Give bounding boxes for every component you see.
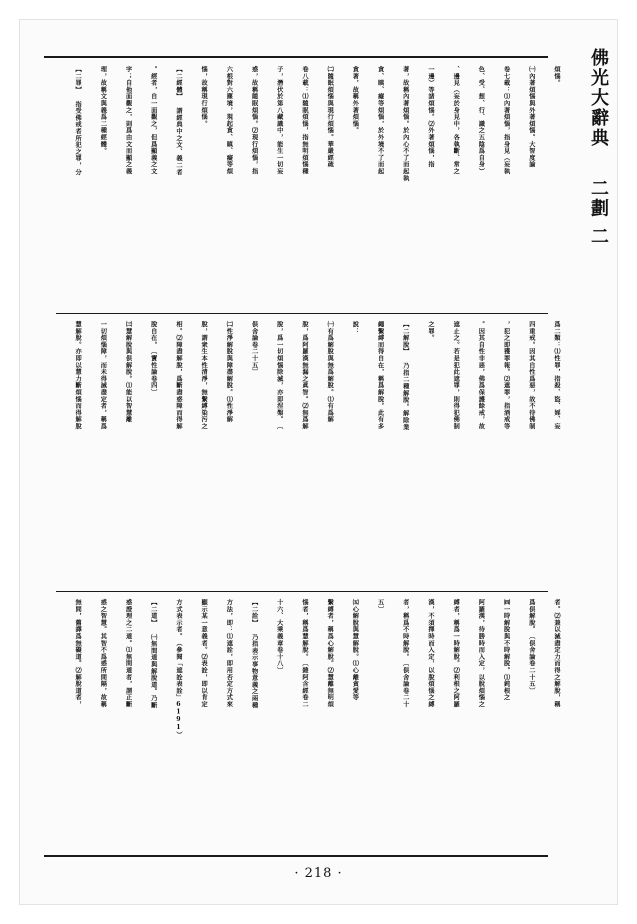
text-column: ㈠內著煩惱與外著煩惱。大智度論 <box>527 66 535 168</box>
text-column: ㈣一時解脫與不時解脫。⑴鈍根之 <box>502 599 510 701</box>
middle-text-block <box>65 321 569 585</box>
text-column: 阿羅漢，待勝時而入定，以脫煩惱之 <box>477 599 485 708</box>
text-column: 卷七載：⑴內著煩惱，指身見（妄執 <box>502 66 510 175</box>
text-column: ㈢慧解脫與俱解脫。⑴能以智慧離 <box>124 321 132 423</box>
text-column: 脫，謂衆生本性清淨，無繫縛染污之 <box>200 321 208 430</box>
text-column: 著，故稱內著煩惱。於內心不了而起執 <box>401 66 409 182</box>
text-column: ，犯之即獲罪報。⑵遮罪，指酒戒等 <box>502 321 510 430</box>
text-column: 惑之智慧。其智不爲惑所間隔，故稱 <box>99 599 107 708</box>
text-column: 子，潛伏於第八藏識中，能生一切妄 <box>275 66 283 175</box>
text-column: 之罪。 <box>426 321 434 342</box>
text-column: 惱者，稱爲慧解脫。〔雜阿含經卷二 <box>300 599 308 708</box>
text-column: 繫縛者，稱爲心解脫。⑵慧離無明煩 <box>326 599 334 708</box>
text-column: 一切煩惱障，而未得滅盡定者，稱爲 <box>99 321 107 430</box>
section-divider-1 <box>56 313 548 314</box>
running-header <box>585 48 611 247</box>
text-column: 脫，爲一切煩惱除滅，亦即涅槃。〔 <box>275 321 283 430</box>
entry-heading: 【二經體】 謂經典中之文、義二者 <box>174 66 182 176</box>
text-column: 脫，爲阿羅漢無漏之眞智。⑵無爲解 <box>300 321 308 430</box>
book-title: 佛光大辭典 <box>588 48 609 148</box>
entry-heading: 【二罪】 指受佛戒者所犯之罪，分 <box>74 66 82 176</box>
text-column: 相。⑵障盡解脫，爲斷盡惑障而得解 <box>174 321 182 430</box>
text-column: 方式表示者。（參閱「遮詮表詮」6191） <box>174 599 182 739</box>
text-column: 煩惱。 <box>553 66 560 87</box>
text-column: 方法，即：⑴遮詮，即用否定方式來 <box>225 599 233 708</box>
bottom-rule <box>44 855 548 857</box>
text-column: ㈡性淨解脫與障盡解脫。⑴性淨解 <box>225 321 233 423</box>
text-column: 繩繫縛而得自在，稱爲解脫。此有多 <box>376 321 384 430</box>
text-column: 無間，舊譯爲無礙道。⑵解脫道者， <box>74 599 82 708</box>
text-column: 漢，不須擇時而入定，以脫煩惱之縛 <box>426 599 434 708</box>
entry-heading: 【二道】 ㈠無間道與解脫道。乃斷 <box>149 599 157 709</box>
text-column: 爲二類：⑴性罪，指殺、盜、婬、妄 <box>553 321 560 430</box>
entry-heading: 【二詮】 乃指表示事物意義之兩種 <box>250 599 258 709</box>
text-column: 卷八載：⑴隨眠煩惱，指無明煩惱種 <box>300 66 308 175</box>
top-rule <box>44 56 548 58</box>
upper-text-block <box>65 66 569 309</box>
entry-heading: 【二解脫】 乃指二種解脫。解除業 <box>401 321 409 431</box>
text-column: 。因其自性非惡，佛爲保護餘戒，故 <box>477 321 485 430</box>
text-column: 爲俱解脫。〔俱舍論卷二十五〕 <box>527 599 535 695</box>
text-column: 四重戒。因其自性爲惡，故不待佛制 <box>527 321 535 430</box>
text-column: 一邊）等諸煩惱。⑵外著煩惱，指 <box>426 66 434 168</box>
text-column: 色、受、想、行、識之五陰爲自身） <box>477 66 485 175</box>
text-column: 俱舍論卷二十五〕 <box>250 321 258 376</box>
text-column: 者。⑵兼以滅盡定力而得之解脫，稱 <box>553 599 560 708</box>
text-column: 字；自他面觀之，則爲由文而顯之義 <box>124 66 132 175</box>
text-column: 惱，故稱現行煩惱。 <box>200 66 208 128</box>
page-number: · 218 · <box>294 866 343 881</box>
text-column: 者，稱爲不時解脫。〔俱舍論卷二十 <box>401 599 409 708</box>
text-column: ㈤心解脫與慧解脫。⑴心離貪愛等 <box>351 599 359 701</box>
text-column: 十六、大乘義章卷十八〕 <box>275 599 283 674</box>
text-column: 說： <box>351 321 359 335</box>
text-column: 六根對六塵境，現起貪、瞋、癡等煩 <box>225 66 233 175</box>
text-column: 貪著，故稱外著煩惱。 <box>351 66 359 134</box>
text-column: 、邊見（妄於身見中，各執斷、常之 <box>452 66 460 175</box>
section-label: 二劃 二 <box>588 178 609 247</box>
text-column: ㈡隨眠煩惱與現行煩惱。華嚴經疏 <box>326 66 334 168</box>
text-column: 惑，故稱隨眠煩惱。⑵現行煩惱，指 <box>250 66 258 175</box>
text-column: 脫自在。〔寶性論卷四〕 <box>149 321 157 396</box>
text-column: 理，故稱文與義爲二種經體。 <box>99 66 107 155</box>
text-column: 惑證理之二道。⑴無間道者，謂正斷 <box>124 599 132 708</box>
lower-text-block <box>65 599 569 849</box>
text-column: 慧解脫。亦即以慧力斷煩惱而得解脫 <box>74 321 82 430</box>
section-divider-2 <box>56 591 548 592</box>
text-column: 遮止之。若是犯此遮罪，則得犯佛制 <box>452 321 460 430</box>
text-column: ㈠有爲解脫與無爲解脫。⑴有爲解 <box>326 321 334 423</box>
text-column: 貪、瞋、癡等煩惱，於外境不了而起 <box>376 66 384 175</box>
text-column: 五〕 <box>376 599 384 613</box>
text-column: 縛者，稱爲一時解脫。⑵利根之阿羅 <box>452 599 460 708</box>
text-column: 顯示某一意義者。⑵表詮，即以肯定 <box>200 599 208 708</box>
text-column: 。經者，自一面觀之，但爲顯義之文 <box>149 66 157 175</box>
